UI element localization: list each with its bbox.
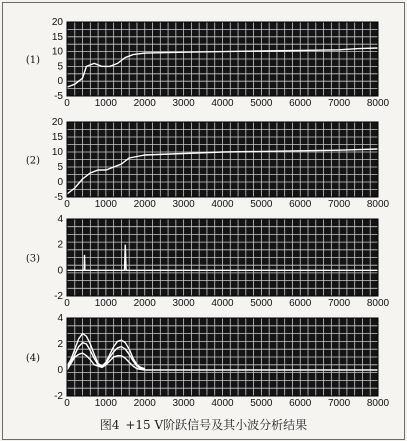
- x-tick-label: 5000: [250, 398, 273, 409]
- x-tick-label: 5000: [250, 199, 273, 210]
- row-label: (3): [25, 253, 41, 265]
- y-tick-label: 2: [57, 239, 63, 251]
- x-tick-label: 2000: [133, 199, 156, 210]
- x-tick-label: 0: [64, 298, 70, 309]
- x-tick-label: 8000: [366, 398, 390, 409]
- y-tick-label: -5: [54, 192, 63, 203]
- y-tick-label: 4: [57, 214, 63, 225]
- y-tick-label: 5: [57, 162, 63, 173]
- x-tick-label: 7000: [328, 98, 351, 109]
- x-tick-label: 1000: [94, 98, 117, 109]
- x-tick-label: 3000: [172, 398, 195, 409]
- y-tick-label: -5: [54, 91, 63, 102]
- x-tick-label: 2000: [133, 298, 156, 309]
- y-tick-label: 20: [51, 17, 63, 28]
- x-tick-label: 3000: [172, 298, 195, 309]
- x-tick-label: 1000: [94, 199, 117, 210]
- x-tick-label: 6000: [289, 98, 312, 109]
- x-tick-label: 0: [64, 98, 70, 109]
- x-tick-label: 4000: [211, 199, 234, 210]
- y-tick-label: 0: [57, 365, 63, 376]
- x-tick-label: 4000: [211, 298, 234, 309]
- y-tick-label: 20: [51, 117, 63, 128]
- chart-panel-2: [26, 117, 390, 210]
- y-tick-label: -2: [54, 291, 63, 302]
- row-label: (2): [25, 155, 41, 167]
- x-tick-label: 7000: [328, 398, 351, 409]
- x-tick-label: 3000: [172, 98, 195, 109]
- y-tick-label: 10: [51, 147, 63, 158]
- x-tick-label: 2000: [133, 398, 156, 409]
- x-tick-label: 8000: [366, 298, 390, 309]
- x-tick-label: 0: [64, 398, 70, 409]
- y-tick-label: 4: [57, 313, 63, 324]
- x-tick-label: 2000: [133, 98, 156, 109]
- x-tick-label: 0: [64, 199, 70, 210]
- x-tick-label: 6000: [289, 298, 312, 309]
- x-tick-label: 3000: [172, 199, 195, 210]
- y-tick-label: 2: [57, 339, 63, 350]
- y-tick-label: 15: [51, 132, 63, 143]
- x-tick-label: 5000: [250, 98, 273, 109]
- x-tick-label: 6000: [289, 199, 312, 210]
- chart-panel-3: [26, 214, 390, 309]
- x-tick-label: 1000: [94, 398, 117, 409]
- caption-text: +15 V阶跃信号及其小波分析结果: [125, 418, 308, 432]
- x-tick-label: 8000: [366, 98, 390, 109]
- row-label: (4): [25, 353, 41, 364]
- x-tick-label: 7000: [328, 298, 351, 309]
- x-tick-label: 1000: [94, 298, 117, 309]
- y-tick-label: 5: [57, 61, 63, 73]
- chart-panel-1: [26, 17, 390, 109]
- y-tick-label: 0: [57, 177, 63, 188]
- x-tick-label: 6000: [289, 398, 312, 409]
- x-tick-label: 4000: [211, 398, 234, 409]
- caption-figure-number: 图4: [99, 418, 120, 432]
- x-tick-label: 4000: [211, 98, 234, 109]
- row-label: (1): [25, 55, 41, 66]
- y-tick-label: 10: [51, 46, 63, 58]
- y-tick-label: -2: [54, 391, 63, 402]
- y-tick-label: 0: [57, 76, 63, 88]
- figure-caption: [0, 416, 407, 433]
- y-tick-label: 15: [51, 31, 63, 43]
- x-tick-label: 8000: [366, 199, 390, 210]
- y-tick-label: 0: [57, 265, 63, 277]
- chart-panel-4: [26, 313, 390, 409]
- x-tick-label: 5000: [250, 298, 273, 309]
- x-tick-label: 7000: [328, 199, 351, 210]
